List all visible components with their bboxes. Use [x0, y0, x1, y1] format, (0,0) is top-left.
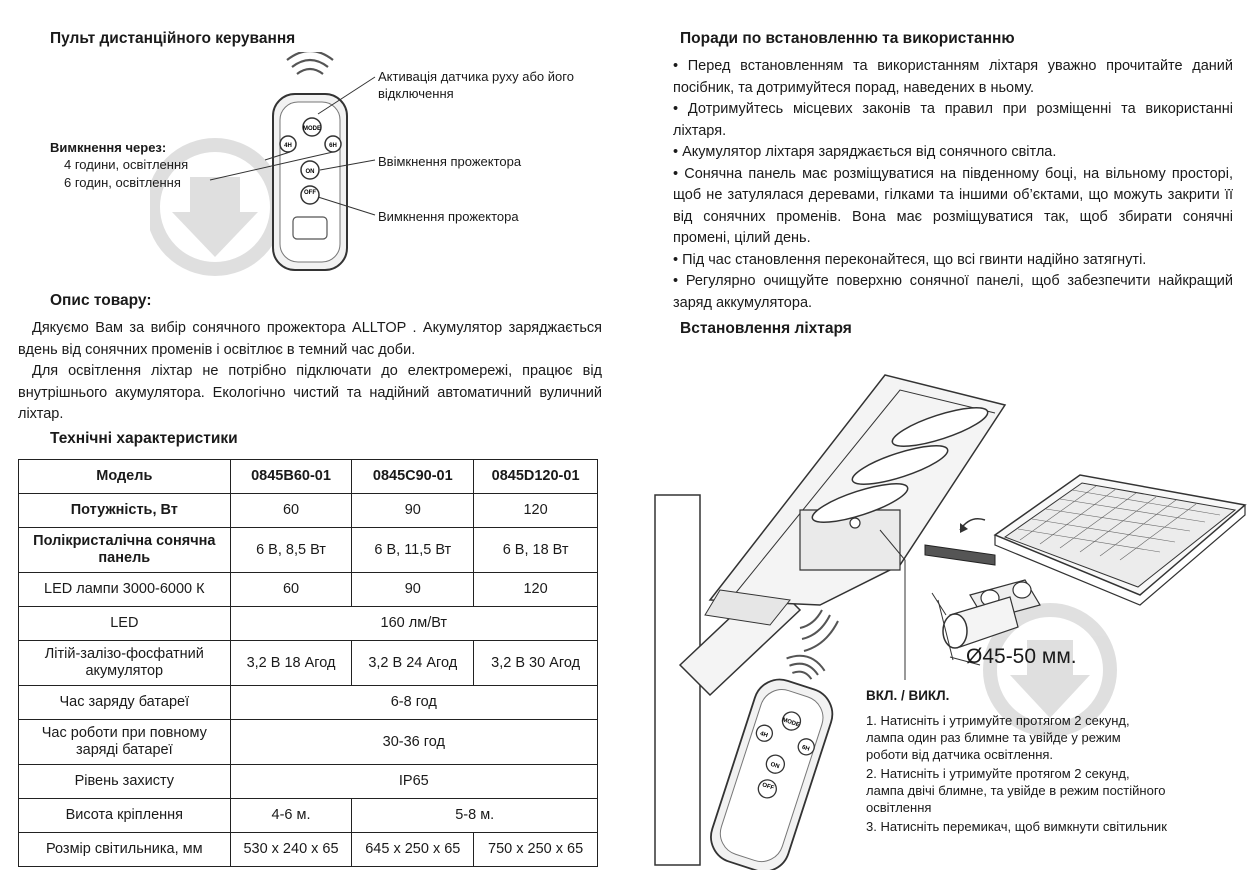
- table-cell: 3,2 В 18 Агод: [230, 641, 352, 686]
- tip-item: • Акумулятор ліхтаря заряджається від сонячного світла.: [673, 144, 1057, 160]
- svg-text:6H: 6H: [329, 143, 337, 149]
- signal-icon: [287, 52, 333, 74]
- table-cell: 120: [474, 573, 598, 607]
- row-label: LED: [19, 607, 231, 641]
- header-cell: 0845D120-01: [474, 460, 598, 494]
- description-paragraph-2: Для освітлення ліхтар не потрібно підключати до електромережі, працює від внутрішнього акумулятора. Екологічно чистий та надійний автоматичний вуличний ліхтар.: [18, 363, 602, 422]
- table-cell-merged: 6-8 год: [230, 686, 597, 720]
- svg-text:ON: ON: [305, 169, 315, 175]
- table-cell: 3,2 В 24 Агод: [352, 641, 474, 686]
- row-label: LED лампи 3000-6000 К: [19, 573, 231, 607]
- tip-item: • Перед встановленням та використанням ліхтаря уважно прочитайте даний посібник, та дотримуйтеся порад, наведених в ньому.: [673, 58, 1233, 96]
- header-cell: 0845B60-01: [230, 460, 352, 494]
- hex-key-icon: [925, 545, 995, 565]
- svg-text:OFF: OFF: [304, 190, 316, 196]
- specs-table: [18, 459, 598, 867]
- table-cell: 60: [230, 573, 352, 607]
- install-heading: Встановлення ліхтаря: [680, 320, 852, 337]
- callout-on: Ввімкнення прожектора: [378, 154, 522, 169]
- svg-text:ON: ON: [769, 761, 780, 771]
- row-label: Літій-залізо-фосфатний акумулятор: [19, 641, 231, 686]
- table-cell-merged: 30-36 год: [230, 720, 597, 765]
- diameter-label: Ø45-50 мм.: [966, 645, 1077, 668]
- svg-text:MODE: MODE: [781, 717, 801, 729]
- tip-item: • Дотримуйтесь місцевих законів та правил при розміщенні та використанні ліхтаря.: [673, 101, 1233, 139]
- table-row: [19, 607, 598, 641]
- svg-text:MODE: MODE: [303, 126, 321, 132]
- table-cell: 3,2 В 30 Агод: [474, 641, 598, 686]
- sensor-signal-icon: [800, 610, 838, 651]
- solar-panel: [995, 475, 1245, 605]
- table-row: [19, 494, 598, 528]
- svg-text:OFF: OFF: [761, 782, 775, 792]
- tip-item: • Під час становлення переконайтеся, що всі гвинти надійно затягнуті.: [673, 251, 1147, 268]
- svg-text:4H: 4H: [759, 731, 769, 740]
- table-cell: 645 x 250 x 65: [352, 833, 474, 867]
- table-cell-merged: 5-8 м.: [352, 799, 598, 833]
- onoff-step-2: 2. Натисніть і утримуйте протягом 2 секунд, лампа двічі блимне, та увійде в режим постійного освітлення: [866, 766, 1166, 815]
- table-cell-merged: IP65: [230, 765, 597, 799]
- callout-off-4h: 4 години, освітлення: [64, 157, 189, 172]
- pole: [655, 495, 700, 865]
- table-row: [19, 799, 598, 833]
- header-cell: Модель: [19, 460, 231, 494]
- tip-item: • Сонячна панель має розміщуватися на південному боці, на вільному просторі, щоб не затулялася деревами, гілками та іншими об’єктами, що можуть закрити її від сонячних променів. Вона має розміщуватися так, щоб збирати сонячні промені, цілий день.: [673, 165, 1233, 246]
- callout-off: Вимкнення прожектора: [378, 209, 519, 224]
- table-cell: 530 x 240 x 65: [230, 833, 352, 867]
- callout-off-via-title: Вимкнення через:: [50, 140, 167, 155]
- svg-text:4H: 4H: [284, 143, 292, 149]
- table-cell: 60: [230, 494, 352, 528]
- callout-off-6h: 6 годин, освітлення: [64, 175, 181, 190]
- row-label: Потужність, Вт: [19, 494, 231, 528]
- row-label: Час заряду батареї: [19, 686, 231, 720]
- onoff-title: ВКЛ. / ВИКЛ.: [866, 688, 950, 703]
- table-cell: 6 В, 8,5 Вт: [230, 528, 352, 573]
- table-cell: 4-6 м.: [230, 799, 352, 833]
- table-cell: 6 В, 18 Вт: [474, 528, 598, 573]
- description-heading: Опис товару:: [50, 292, 152, 309]
- callout-sensor: Активація датчика руху або його відключення: [378, 69, 574, 101]
- description-paragraph-1: Дякуємо Вам за вибір сонячного прожектора ALLTOP . Акумулятор заряджається вдень від сонячних променів і освітлює в темний час доби.: [18, 320, 602, 358]
- specs-heading: Технічні характеристики: [50, 430, 238, 447]
- table-cell-merged: 160 лм/Вт: [230, 607, 597, 641]
- table-row: [19, 720, 598, 765]
- row-label: Розмір світильника, мм: [19, 833, 231, 867]
- remote-heading: Пульт дистанційного керування: [50, 30, 296, 47]
- table-row: [19, 765, 598, 799]
- tip-item: • Регулярно очищуйте поверхню сонячної панелі, щоб забезпечити найкращий заряд аккумулятора.: [673, 273, 1233, 311]
- onoff-step-1: 1. Натисніть і утримуйте протягом 2 секунд, лампа один раз блимне та увійде у режим роботи від датчика освітлення.: [866, 713, 1130, 762]
- table-row: [19, 833, 598, 867]
- table-row: [19, 528, 598, 573]
- lamp-housing: [705, 375, 1005, 625]
- table-row: [19, 641, 598, 686]
- table-cell: 120: [474, 494, 598, 528]
- table-cell: 90: [352, 573, 474, 607]
- row-label: Полікристалічна сонячна панель: [19, 528, 231, 573]
- header-cell: 0845C90-01: [352, 460, 474, 494]
- tips-list: [673, 56, 1233, 314]
- table-header-row: [19, 460, 598, 494]
- table-cell: 90: [352, 494, 474, 528]
- row-label: Висота кріплення: [19, 799, 231, 833]
- table-row: [19, 686, 598, 720]
- row-label: Рівень захисту: [19, 765, 231, 799]
- table-cell: 6 В, 11,5 Вт: [352, 528, 474, 573]
- row-label: Час роботи при повному заряді батареї: [19, 720, 231, 765]
- tips-heading: Поради по встановленню та використанню: [680, 30, 1015, 47]
- onoff-step-3: 3. Натисніть перемикач, щоб вимкнути світильник: [866, 819, 1167, 834]
- table-cell: 750 x 250 x 65: [474, 833, 598, 867]
- table-row: [19, 573, 598, 607]
- svg-text:6H: 6H: [801, 744, 811, 753]
